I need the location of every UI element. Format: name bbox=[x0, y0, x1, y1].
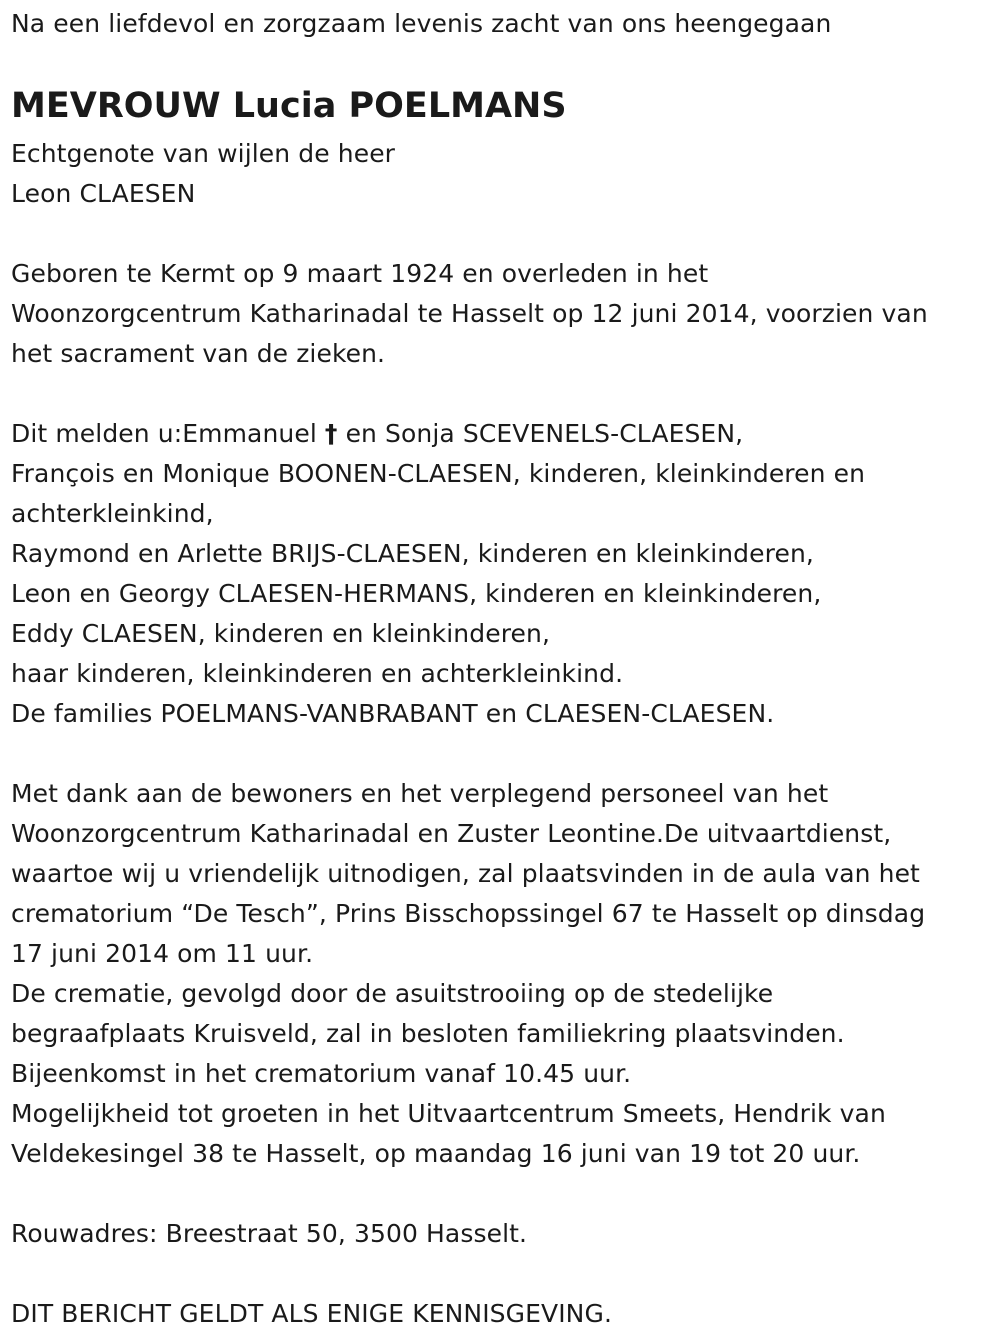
announcer-line: Raymond en Arlette BRIJS-CLAESEN, kinderen en kleinkinderen, bbox=[11, 539, 814, 568]
spouse-line: Echtgenote van wijlen de heer bbox=[11, 139, 396, 168]
spouse-block bbox=[11, 134, 395, 214]
announcer-line: achterkleinkind, bbox=[11, 499, 214, 528]
announcer-line: De families POELMANS-VANBRABANT en CLAESEN-CLAESEN. bbox=[11, 699, 775, 728]
ceremony-line: Bijeenkomst in het crematorium vanaf 10.45 uur. bbox=[11, 1059, 632, 1088]
ceremony-line: Mogelijkheid tot groeten in het Uitvaartcentrum Smeets, Hendrik van bbox=[11, 1099, 886, 1128]
birth-death-line: Woonzorgcentrum Katharinadal te Hasselt op 12 juni 2014, voorzien van bbox=[11, 299, 928, 328]
closing-statement: DIT BERICHT GELDT ALS ENIGE KENNISGEVING. bbox=[11, 1299, 612, 1328]
intro-text: Na een liefdevol en zorgzaam levenis zacht van ons heengegaan bbox=[11, 9, 832, 38]
address-block bbox=[11, 1214, 527, 1254]
announcers-first-line bbox=[11, 414, 865, 454]
announcer-line: Leon en Georgy CLAESEN-HERMANS, kinderen en kleinkinderen, bbox=[11, 579, 822, 608]
announcers-prefix: Dit melden u:Emmanuel bbox=[11, 419, 325, 448]
ceremony-line: 17 juni 2014 om 11 uur. bbox=[11, 939, 314, 968]
ceremony-line: Veldekesingel 38 te Hasselt, op maandag 16 juni van 19 tot 20 uur. bbox=[11, 1139, 861, 1168]
spouse-line: Leon CLAESEN bbox=[11, 179, 196, 208]
ceremony-line: waartoe wij u vriendelijk uitnodigen, zal plaatsvinden in de aula van het bbox=[11, 859, 920, 888]
ceremony-line: Met dank aan de bewoners en het verplegend personeel van het bbox=[11, 779, 829, 808]
announcers-block bbox=[11, 414, 865, 734]
mourning-address: Rouwadres: Breestraat 50, 3500 Hasselt. bbox=[11, 1219, 528, 1248]
ceremony-line: De crematie, gevolgd door de asuitstrooiing op de stedelijke bbox=[11, 979, 774, 1008]
ceremony-block bbox=[11, 774, 925, 1174]
birth-death-line: Geboren te Kermt op 9 maart 1924 en overleden in het bbox=[11, 259, 709, 288]
ceremony-line: begraafplaats Kruisveld, zal in besloten familiekring plaatsvinden. bbox=[11, 1019, 845, 1048]
deceased-name: MEVROUW Lucia POELMANS bbox=[11, 86, 567, 126]
cross-icon: † bbox=[324, 419, 338, 448]
closing-block bbox=[11, 1294, 612, 1334]
announcer-line: haar kinderen, kleinkinderen en achterkleinkind. bbox=[11, 659, 624, 688]
ceremony-line: Woonzorgcentrum Katharinadal en Zuster Leontine.De uitvaartdienst, bbox=[11, 819, 892, 848]
announcer-line: François en Monique BOONEN-CLAESEN, kinderen, kleinkinderen en bbox=[11, 459, 866, 488]
birth-death-block bbox=[11, 254, 928, 374]
announcer-line: Eddy CLAESEN, kinderen en kleinkinderen, bbox=[11, 619, 550, 648]
birth-death-line: het sacrament van de zieken. bbox=[11, 339, 386, 368]
ceremony-line: crematorium “De Tesch”, Prins Bisschopssingel 67 te Hasselt op dinsdag bbox=[11, 899, 926, 928]
announcers-suffix: en Sonja SCEVENELS-CLAESEN, bbox=[337, 419, 744, 448]
